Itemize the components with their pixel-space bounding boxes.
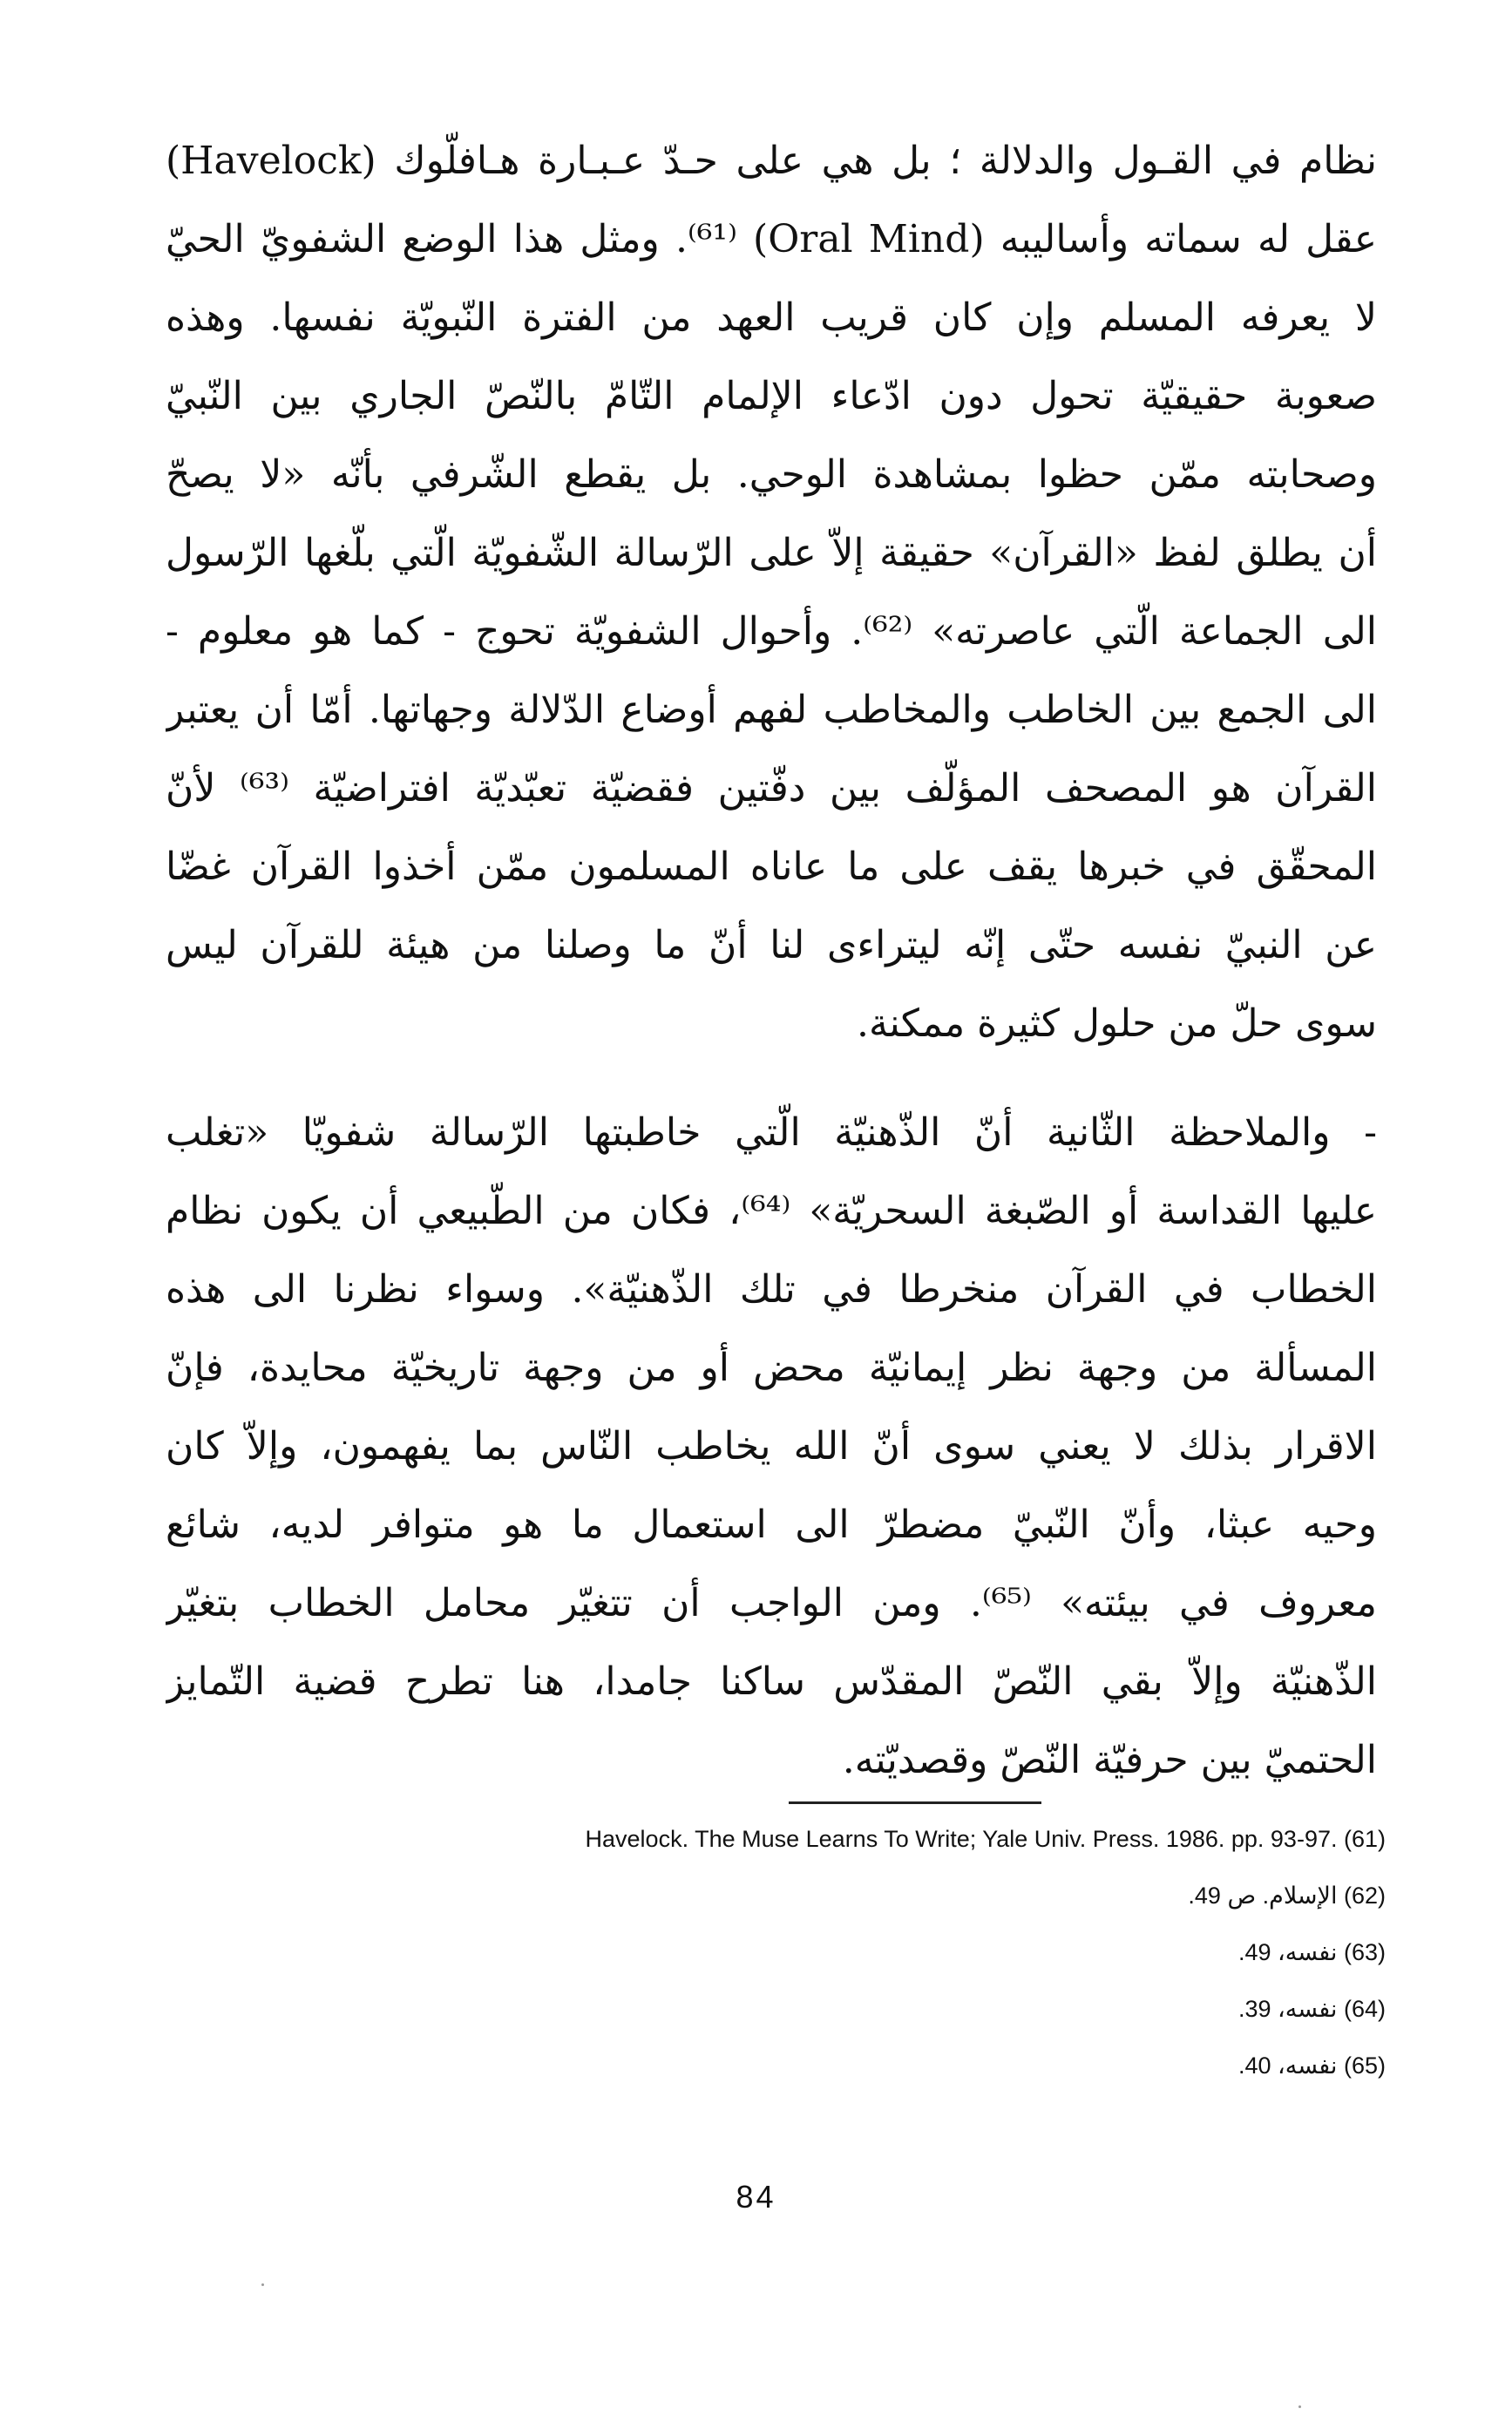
text-line: عليها القداسة أو الصّبغة السحريّة» ⁽⁶⁴⁾، فكان من الطّبيعي أن يكون نظام — [166, 1189, 1377, 1233]
text-line: الى الجماعة الّتي عاصرته» ⁽⁶²⁾. وأحوال الشفويّة تحوج - كما هو معلوم - — [166, 609, 1377, 654]
footnote-62: (62) الإسلام. ص 49. — [1188, 1883, 1386, 1909]
text-line: المسألة من وجهة نظر إيمانيّة محض أو من وجهة تاريخيّة محايدة، فإنّ — [166, 1346, 1377, 1390]
text-line: الحتميّ بين حرفيّة النّصّ وقصديّته. — [842, 1738, 1377, 1782]
text-line: عن النبيّ نفسه حتّى إنّه ليتراءى لنا أنّ ما وصلنا من هيئة للقرآن ليس — [166, 923, 1377, 967]
text-line: المحقّق في خبرها يقف على ما عاناه المسلمون ممّن أخذوا القرآن غضّا — [166, 845, 1377, 889]
text-line: سوى حلّ من حلول كثيرة ممكنة. — [856, 1001, 1377, 1046]
text-line: معروف في بيئته» ⁽⁶⁵⁾. ومن الواجب أن تتغيّر محامل الخطاب بتغيّر — [166, 1581, 1377, 1625]
text-line: أن يطلق لفظ «القرآن» حقيقة إلاّ على الرّسالة الشّفويّة الّتي بلّغها الرّسول — [166, 531, 1377, 575]
text-line: لا يعرفه المسلم وإن كان قريب العهد من الفترة النّبويّة نفسها. وهذه — [166, 295, 1377, 340]
text-line: - والملاحظة الثّانية أنّ الذّهنيّة الّتي خاطبتها الرّسالة شفويّا «تغلب — [166, 1110, 1377, 1155]
text-line: الخطاب في القرآن منخرطا في تلك الذّهنيّة». وسواء نظرنا الى هذه — [166, 1267, 1377, 1312]
scan-speck — [1298, 2405, 1301, 2408]
text-line: الاقرار بذلك لا يعني سوى أنّ الله يخاطب النّاس بما يفهمون، وإلاّ كان — [166, 1424, 1377, 1469]
text-line: عقل له سماته وأساليبه (Oral Mind) ⁽⁶¹⁾. ومثل هذا الوضع الشفويّ الحيّ — [166, 217, 1377, 261]
scan-speck — [261, 2283, 264, 2286]
text-line: الذّهنيّة وإلاّ بقي النّصّ المقدّس ساكنا جامدا، هنا تطرح قضية التّمايز — [166, 1659, 1377, 1704]
text-line: القرآن هو المصحف المؤلّف بين دفّتين فقضيّة تعبّديّة افتراضيّة ⁽⁶³⁾ لأنّ — [166, 766, 1377, 811]
footnote-64: (64) نفسه، 39. — [1237, 1996, 1386, 2022]
footnote-63: (63) نفسه، 49. — [1237, 1939, 1386, 1965]
footnote-61: Havelock. The Muse Learns To Write; Yale Univ. Press. 1986. pp. 93-97. (61) — [585, 1826, 1386, 1852]
text-line: وحيه عبثا، وأنّ النّبيّ مضطرّ الى استعمال ما هو متوافر لديه، شائع — [166, 1503, 1377, 1547]
text-line: الى الجمع بين الخاطب والمخاطب لفهم أوضاع الدّلالة وجهاتها. أمّا أن يعتبر — [166, 688, 1377, 732]
text-line: وصحابته ممّن حظوا بمشاهدة الوحي. بل يقطع الشّرفي بأنّه «لا يصحّ — [166, 452, 1377, 497]
footnote-65: (65) نفسه، 40. — [1237, 2052, 1386, 2079]
footnote-separator — [789, 1801, 1041, 1804]
text-line: نظام في القـول والدلالة ؛ بل هي على حـدّ عـبـارة هـافلّوك (Havelock) — [166, 139, 1377, 183]
page-number: 84 — [736, 2179, 776, 2215]
text-line: صعوبة حقيقيّة تحول دون ادّعاء الإلمام التّامّ بالنّصّ الجاري بين النّبيّ — [166, 374, 1377, 418]
